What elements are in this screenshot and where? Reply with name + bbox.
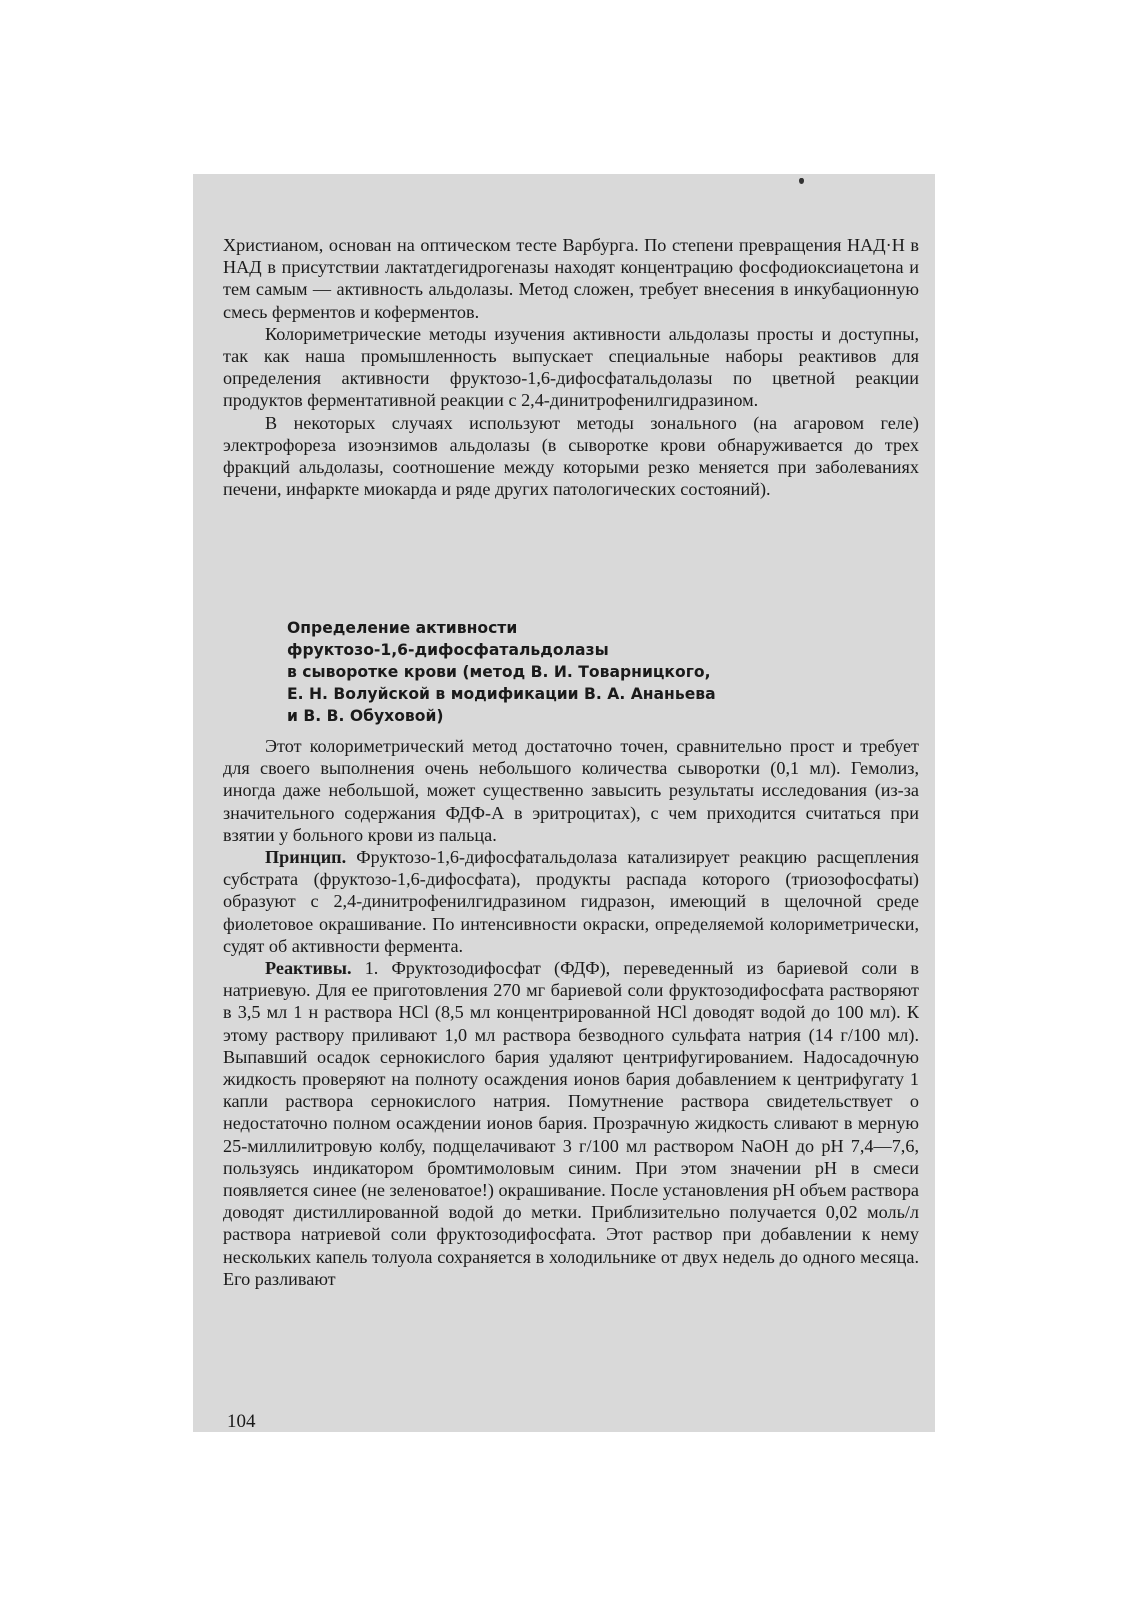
- intro-text: [223, 234, 919, 500]
- principle-label: Принцип.: [265, 847, 347, 868]
- section-heading: [287, 617, 847, 727]
- paragraph-colorimetric: Колориметрические методы изучения активности альдолазы просты и доступны, так как наша промышленность выпускает специальные наборы реактивов для определения активности фруктозо-1,6-дифосфатальдолазы по цветной реакции продуктов ферментативной реакции с 2,4-динитрофенилгидразином.: [223, 323, 919, 411]
- paragraph-continuation: Христианом, основан на оптическом тесте Варбурга. По степени превращения НАД·Н в НАД в присутствии лактатдегидрогеназы находят концентрацию фосфодиоксиацетона и тем самым — активность альдолазы. Метод сложен, требует внесения в инкубационную смесь ферментов и коферментов.: [223, 235, 919, 322]
- heading-line: Определение активности: [287, 619, 518, 637]
- method-text: [223, 735, 919, 1290]
- heading-line: и В. В. Обуховой): [287, 707, 444, 725]
- paragraph-electrophoresis: В некоторых случаях используют методы зонального (на агаровом геле) электрофореза изоэнзимов альдолазы (в сыворотке крови обнаруживается до трех фракций альдолазы, соотношение между которыми резко меняется при заболеваниях печени, инфаркте миокарда и ряде других патологических состояний).: [223, 412, 919, 500]
- page-number: 104: [227, 1411, 256, 1432]
- principle-text: Фруктозо-1,6-дифосфатальдолаза катализирует реакцию расщепления субстрата (фруктозо-1,6-дифосфата), продукты распада которого (триозофосфаты) образуют с 2,4-динитрофенилгидразином гидразон, имеющий в щелочной среде фиолетовое окрашивание. По интенсивности окраски, определяемой колориметрически, судят об активности фермента.: [223, 847, 919, 956]
- paragraph-reagents: [223, 957, 919, 1290]
- reagents-label: Реактивы.: [265, 958, 352, 979]
- reagents-text: 1. Фруктозодифосфат (ФДФ), переведенный из бариевой соли в натриевую. Для ее приготовления 270 мг бариевой соли фруктозодифосфата растворяют в 3,5 мл 1 н раствора HCl (8,5 мл концентрированной HCl доводят водой до 100 мл). К этому раствору приливают 1,0 мл раствора безводного сульфата натрия (14 г/100 мл). Выпавший осадок сернокислого бария удаляют центрифугированием. Надосадочную жидкость проверяют на полноту осаждения ионов бария добавлением к центрифугату 1 капли раствора сернокислого натрия. Помутнение раствора свидетельствует о недостаточно полном осаждении ионов бария. Прозрачную жидкость сливают в мерную 25-миллилитровую колбу, подщелачивают 3 г/100 мл раствором NaOH до pH 7,4—7,6, пользуясь индикатором бромтимоловым синим. При этом значении pH в смеси появляется синее (не зеленоватое!) окрашивание. После установления pH объем раствора доводят дистиллированной водой до метки. Приблизительно получается 0,02 моль/л раствора натриевой соли фруктозодифосфата. Этот раствор при добавлении к нему нескольких капель толуола сохраняется в холодильнике от двух недель до одного месяца. Его разливают: [223, 958, 919, 1289]
- heading-line: в сыворотке крови (метод В. И. Товарницкого,: [287, 663, 711, 681]
- book-page: [193, 174, 935, 1432]
- heading-line: Е. Н. Волуйской в модификации В. А. Ананьева: [287, 685, 716, 703]
- heading-line: фруктозо-1,6-дифосфатальдолазы: [287, 641, 609, 659]
- print-speck: [799, 178, 804, 184]
- paragraph-principle: [223, 846, 919, 957]
- paragraph-method-intro: Этот колориметрический метод достаточно точен, сравнительно прост и требует для своего выполнения очень небольшого количества сыворотки (0,1 мл). Гемолиз, иногда даже небольшой, может существенно завысить результаты исследования (из-за значительного содержания ФДФ-А в эритроцитах), с чем приходится считаться при взятии у больного крови из пальца.: [223, 736, 919, 845]
